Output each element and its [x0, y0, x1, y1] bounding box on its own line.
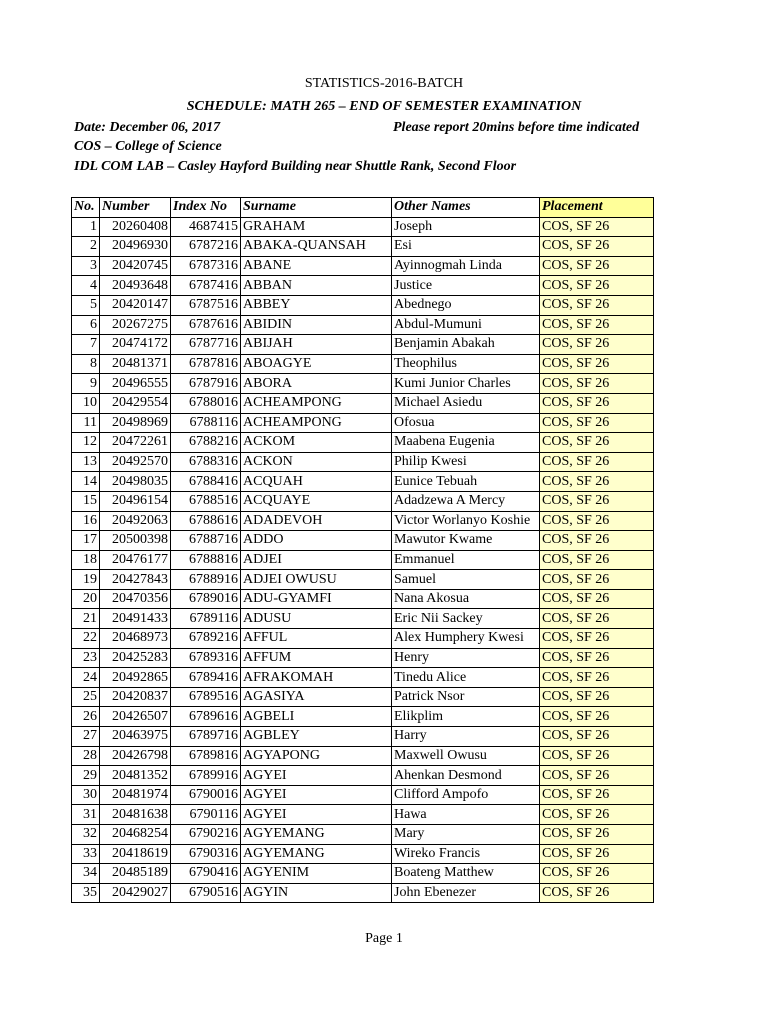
cell-placement: COS, SF 26 — [540, 687, 654, 707]
table-row — [72, 491, 654, 511]
cell-no: 25 — [72, 687, 100, 707]
cell-number: 20470356 — [100, 589, 171, 609]
cell-placement: COS, SF 26 — [540, 785, 654, 805]
cell-placement: COS, SF 26 — [540, 217, 654, 237]
cell-no: 6 — [72, 315, 100, 335]
cell-other-names: Kumi Junior Charles — [392, 374, 540, 394]
cell-index-no: 6788216 — [171, 433, 241, 453]
table-row — [72, 315, 654, 335]
cell-index-no: 6790316 — [171, 844, 241, 864]
cell-other-names: Clifford Ampofo — [392, 785, 540, 805]
cell-other-names: Ahenkan Desmond — [392, 766, 540, 786]
table-row — [72, 433, 654, 453]
table-row — [72, 668, 654, 688]
cell-surname: AGYEMANG — [241, 825, 392, 845]
cell-number: 20420147 — [100, 295, 171, 315]
column-header-other-names: Other Names — [392, 198, 540, 218]
cell-placement: COS, SF 26 — [540, 491, 654, 511]
cell-no: 16 — [72, 511, 100, 531]
cell-number: 20481974 — [100, 785, 171, 805]
cell-number: 20420745 — [100, 256, 171, 276]
table-row — [72, 354, 654, 374]
page-number: Page 1 — [365, 931, 403, 946]
cell-surname: AGBLEY — [241, 727, 392, 747]
cell-no: 8 — [72, 354, 100, 374]
cell-index-no: 6789116 — [171, 609, 241, 629]
cell-placement: COS, SF 26 — [540, 629, 654, 649]
table-row — [72, 550, 654, 570]
cell-index-no: 6788416 — [171, 472, 241, 492]
table-row — [72, 256, 654, 276]
cell-number: 20468973 — [100, 629, 171, 649]
cell-number: 20481371 — [100, 354, 171, 374]
table-row — [72, 805, 654, 825]
cell-placement: COS, SF 26 — [540, 746, 654, 766]
cell-other-names: Boateng Matthew — [392, 864, 540, 884]
cell-no: 10 — [72, 393, 100, 413]
table-row — [72, 609, 654, 629]
cell-placement: COS, SF 26 — [540, 237, 654, 257]
table-row — [72, 452, 654, 472]
cell-placement: COS, SF 26 — [540, 883, 654, 903]
cell-number: 20496930 — [100, 237, 171, 257]
cell-placement: COS, SF 26 — [540, 295, 654, 315]
cell-other-names: Benjamin Abakah — [392, 335, 540, 355]
cell-surname: AGYAPONG — [241, 746, 392, 766]
cell-surname: AGYEI — [241, 785, 392, 805]
cell-surname: ABOAGYE — [241, 354, 392, 374]
cell-placement: COS, SF 26 — [540, 668, 654, 688]
cell-other-names: Maxwell Owusu — [392, 746, 540, 766]
cell-other-names: Maabena Eugenia — [392, 433, 540, 453]
cell-index-no: 6787916 — [171, 374, 241, 394]
cell-no: 30 — [72, 785, 100, 805]
table-row — [72, 687, 654, 707]
cell-placement: COS, SF 26 — [540, 472, 654, 492]
table-row — [72, 648, 654, 668]
cell-number: 20427843 — [100, 570, 171, 590]
cell-number: 20492865 — [100, 668, 171, 688]
cell-index-no: 6789716 — [171, 727, 241, 747]
cell-other-names: Theophilus — [392, 354, 540, 374]
cell-placement: COS, SF 26 — [540, 864, 654, 884]
cell-other-names: Eric Nii Sackey — [392, 609, 540, 629]
cell-surname: AFRAKOMAH — [241, 668, 392, 688]
cell-index-no: 6789016 — [171, 589, 241, 609]
table-row — [72, 511, 654, 531]
cell-no: 26 — [72, 707, 100, 727]
table-row — [72, 766, 654, 786]
cell-surname: AGYEMANG — [241, 844, 392, 864]
cell-no: 11 — [72, 413, 100, 433]
cell-other-names: Abednego — [392, 295, 540, 315]
table-row — [72, 374, 654, 394]
cell-number: 20500398 — [100, 531, 171, 551]
cell-number: 20493648 — [100, 276, 171, 296]
table-row — [72, 589, 654, 609]
cell-no: 1 — [72, 217, 100, 237]
cell-index-no: 6788716 — [171, 531, 241, 551]
cell-number: 20496154 — [100, 491, 171, 511]
cell-surname: ACKOM — [241, 433, 392, 453]
exam-venue: IDL COM LAB – Casley Hayford Building near Shuttle Rank, Second Floor — [74, 159, 517, 174]
table-row — [72, 727, 654, 747]
table-row — [72, 217, 654, 237]
cell-number: 20429027 — [100, 883, 171, 903]
cell-surname: ABORA — [241, 374, 392, 394]
cell-other-names: Alex Humphery Kwesi — [392, 629, 540, 649]
cell-surname: ABANE — [241, 256, 392, 276]
table-row — [72, 785, 654, 805]
table-row — [72, 825, 654, 845]
cell-other-names: Adadzewa A Mercy — [392, 491, 540, 511]
cell-no: 14 — [72, 472, 100, 492]
cell-no: 22 — [72, 629, 100, 649]
table-row — [72, 393, 654, 413]
cell-number: 20267275 — [100, 315, 171, 335]
cell-placement: COS, SF 26 — [540, 393, 654, 413]
college-name: COS – College of Science — [74, 139, 222, 154]
cell-no: 13 — [72, 452, 100, 472]
cell-placement: COS, SF 26 — [540, 335, 654, 355]
cell-number: 20468254 — [100, 825, 171, 845]
cell-placement: COS, SF 26 — [540, 589, 654, 609]
cell-surname: ADJEI — [241, 550, 392, 570]
table-row — [72, 844, 654, 864]
cell-surname: ACKON — [241, 452, 392, 472]
cell-other-names: Mawutor Kwame — [392, 531, 540, 551]
cell-no: 28 — [72, 746, 100, 766]
cell-placement: COS, SF 26 — [540, 374, 654, 394]
column-header-index-no: Index No — [171, 198, 241, 218]
cell-index-no: 6787316 — [171, 256, 241, 276]
cell-other-names: John Ebenezer — [392, 883, 540, 903]
cell-number: 20260408 — [100, 217, 171, 237]
cell-other-names: Philip Kwesi — [392, 452, 540, 472]
column-header-surname: Surname — [241, 198, 392, 218]
cell-number: 20492063 — [100, 511, 171, 531]
cell-surname: ABIJAH — [241, 335, 392, 355]
cell-no: 35 — [72, 883, 100, 903]
table-row — [72, 335, 654, 355]
cell-other-names: Ofosua — [392, 413, 540, 433]
cell-index-no: 6789916 — [171, 766, 241, 786]
cell-index-no: 6788516 — [171, 491, 241, 511]
cell-no: 34 — [72, 864, 100, 884]
cell-number: 20429554 — [100, 393, 171, 413]
table-header-row — [72, 198, 654, 218]
document-title: STATISTICS-2016-BATCH — [304, 76, 464, 91]
cell-index-no: 6790416 — [171, 864, 241, 884]
cell-no: 29 — [72, 766, 100, 786]
table-row — [72, 746, 654, 766]
cell-placement: COS, SF 26 — [540, 511, 654, 531]
cell-no: 3 — [72, 256, 100, 276]
cell-index-no: 6787216 — [171, 237, 241, 257]
cell-no: 12 — [72, 433, 100, 453]
cell-no: 33 — [72, 844, 100, 864]
table-row — [72, 276, 654, 296]
table-row — [72, 707, 654, 727]
cell-index-no: 6788316 — [171, 452, 241, 472]
cell-number: 20491433 — [100, 609, 171, 629]
cell-surname: ADDO — [241, 531, 392, 551]
report-note: Please report 20mins before time indicated — [393, 120, 640, 135]
cell-number: 20492570 — [100, 452, 171, 472]
cell-surname: ADU-GYAMFI — [241, 589, 392, 609]
cell-no: 31 — [72, 805, 100, 825]
cell-no: 32 — [72, 825, 100, 845]
cell-number: 20426798 — [100, 746, 171, 766]
cell-index-no: 6790516 — [171, 883, 241, 903]
cell-placement: COS, SF 26 — [540, 452, 654, 472]
cell-placement: COS, SF 26 — [540, 570, 654, 590]
cell-no: 9 — [72, 374, 100, 394]
cell-surname: ABAKA-QUANSAH — [241, 237, 392, 257]
cell-placement: COS, SF 26 — [540, 354, 654, 374]
cell-other-names: Mary — [392, 825, 540, 845]
cell-other-names: Esi — [392, 237, 540, 257]
cell-number: 20425283 — [100, 648, 171, 668]
cell-index-no: 6788816 — [171, 550, 241, 570]
cell-surname: AGYEI — [241, 766, 392, 786]
cell-other-names: Eunice Tebuah — [392, 472, 540, 492]
cell-index-no: 6788916 — [171, 570, 241, 590]
cell-other-names: Michael Asiedu — [392, 393, 540, 413]
cell-other-names: Emmanuel — [392, 550, 540, 570]
cell-no: 23 — [72, 648, 100, 668]
cell-placement: COS, SF 26 — [540, 648, 654, 668]
cell-surname: AFFUM — [241, 648, 392, 668]
cell-number: 20485189 — [100, 864, 171, 884]
cell-index-no: 6790016 — [171, 785, 241, 805]
exam-date: Date: December 06, 2017 — [74, 120, 221, 135]
cell-surname: AFFUL — [241, 629, 392, 649]
cell-index-no: 4687415 — [171, 217, 241, 237]
cell-number: 20496555 — [100, 374, 171, 394]
cell-placement: COS, SF 26 — [540, 531, 654, 551]
cell-placement: COS, SF 26 — [540, 315, 654, 335]
cell-surname: AGYEI — [241, 805, 392, 825]
cell-surname: ADUSU — [241, 609, 392, 629]
cell-index-no: 6788116 — [171, 413, 241, 433]
cell-other-names: Tinedu Alice — [392, 668, 540, 688]
table-row — [72, 237, 654, 257]
table-row — [72, 472, 654, 492]
cell-placement: COS, SF 26 — [540, 550, 654, 570]
cell-index-no: 6789816 — [171, 746, 241, 766]
cell-other-names: Abdul-Mumuni — [392, 315, 540, 335]
cell-index-no: 6787816 — [171, 354, 241, 374]
cell-other-names: Nana Akosua — [392, 589, 540, 609]
table-row — [72, 531, 654, 551]
column-header-no: No. — [72, 198, 100, 218]
cell-number: 20476177 — [100, 550, 171, 570]
cell-other-names: Justice — [392, 276, 540, 296]
cell-index-no: 6789416 — [171, 668, 241, 688]
cell-other-names: Harry — [392, 727, 540, 747]
table-row — [72, 864, 654, 884]
cell-placement: COS, SF 26 — [540, 256, 654, 276]
table-row — [72, 883, 654, 903]
cell-other-names: Elikplim — [392, 707, 540, 727]
cell-other-names: Patrick Nsor — [392, 687, 540, 707]
cell-surname: ABBAN — [241, 276, 392, 296]
cell-index-no: 6789616 — [171, 707, 241, 727]
cell-number: 20463975 — [100, 727, 171, 747]
cell-no: 20 — [72, 589, 100, 609]
cell-number: 20481638 — [100, 805, 171, 825]
cell-index-no: 6789216 — [171, 629, 241, 649]
cell-surname: ACQUAYE — [241, 491, 392, 511]
cell-no: 24 — [72, 668, 100, 688]
schedule-subtitle: SCHEDULE: MATH 265 – END OF SEMESTER EXAMINATION — [186, 99, 582, 114]
cell-index-no: 6790216 — [171, 825, 241, 845]
cell-index-no: 6787516 — [171, 295, 241, 315]
cell-placement: COS, SF 26 — [540, 433, 654, 453]
cell-index-no: 6787616 — [171, 315, 241, 335]
cell-other-names: Samuel — [392, 570, 540, 590]
cell-no: 21 — [72, 609, 100, 629]
cell-no: 4 — [72, 276, 100, 296]
cell-other-names: Ayinnogmah Linda — [392, 256, 540, 276]
cell-other-names: Wireko Francis — [392, 844, 540, 864]
cell-placement: COS, SF 26 — [540, 766, 654, 786]
cell-no: 2 — [72, 237, 100, 257]
cell-no: 19 — [72, 570, 100, 590]
cell-index-no: 6789316 — [171, 648, 241, 668]
cell-placement: COS, SF 26 — [540, 413, 654, 433]
column-header-number: Number — [100, 198, 171, 218]
cell-number: 20474172 — [100, 335, 171, 355]
cell-number: 20498969 — [100, 413, 171, 433]
cell-other-names: Henry — [392, 648, 540, 668]
cell-index-no: 6790116 — [171, 805, 241, 825]
cell-surname: AGYENIM — [241, 864, 392, 884]
cell-surname: ACHEAMPONG — [241, 413, 392, 433]
cell-placement: COS, SF 26 — [540, 844, 654, 864]
column-header-placement: Placement — [540, 198, 654, 218]
table-row — [72, 629, 654, 649]
cell-surname: AGYIN — [241, 883, 392, 903]
cell-number: 20481352 — [100, 766, 171, 786]
cell-surname: ABIDIN — [241, 315, 392, 335]
cell-no: 7 — [72, 335, 100, 355]
cell-no: 5 — [72, 295, 100, 315]
cell-index-no: 6789516 — [171, 687, 241, 707]
cell-index-no: 6788616 — [171, 511, 241, 531]
table-row — [72, 413, 654, 433]
cell-surname: ACHEAMPONG — [241, 393, 392, 413]
cell-no: 15 — [72, 491, 100, 511]
cell-surname: GRAHAM — [241, 217, 392, 237]
cell-other-names: Victor Worlanyo Koshie — [392, 511, 540, 531]
cell-index-no: 6788016 — [171, 393, 241, 413]
cell-placement: COS, SF 26 — [540, 707, 654, 727]
cell-index-no: 6787716 — [171, 335, 241, 355]
cell-placement: COS, SF 26 — [540, 805, 654, 825]
cell-placement: COS, SF 26 — [540, 727, 654, 747]
cell-index-no: 6787416 — [171, 276, 241, 296]
table-row — [72, 570, 654, 590]
cell-placement: COS, SF 26 — [540, 609, 654, 629]
cell-placement: COS, SF 26 — [540, 276, 654, 296]
cell-surname: ADADEVOH — [241, 511, 392, 531]
cell-number: 20498035 — [100, 472, 171, 492]
cell-no: 27 — [72, 727, 100, 747]
cell-number: 20472261 — [100, 433, 171, 453]
cell-surname: ACQUAH — [241, 472, 392, 492]
cell-other-names: Hawa — [392, 805, 540, 825]
cell-surname: AGASIYA — [241, 687, 392, 707]
cell-number: 20426507 — [100, 707, 171, 727]
table-body — [72, 217, 654, 903]
cell-surname: ABBEY — [241, 295, 392, 315]
cell-no: 18 — [72, 550, 100, 570]
cell-no: 17 — [72, 531, 100, 551]
cell-other-names: Joseph — [392, 217, 540, 237]
cell-surname: ADJEI OWUSU — [241, 570, 392, 590]
cell-number: 20418619 — [100, 844, 171, 864]
cell-placement: COS, SF 26 — [540, 825, 654, 845]
cell-surname: AGBELI — [241, 707, 392, 727]
student-roster-table — [71, 197, 654, 903]
table-row — [72, 295, 654, 315]
cell-number: 20420837 — [100, 687, 171, 707]
